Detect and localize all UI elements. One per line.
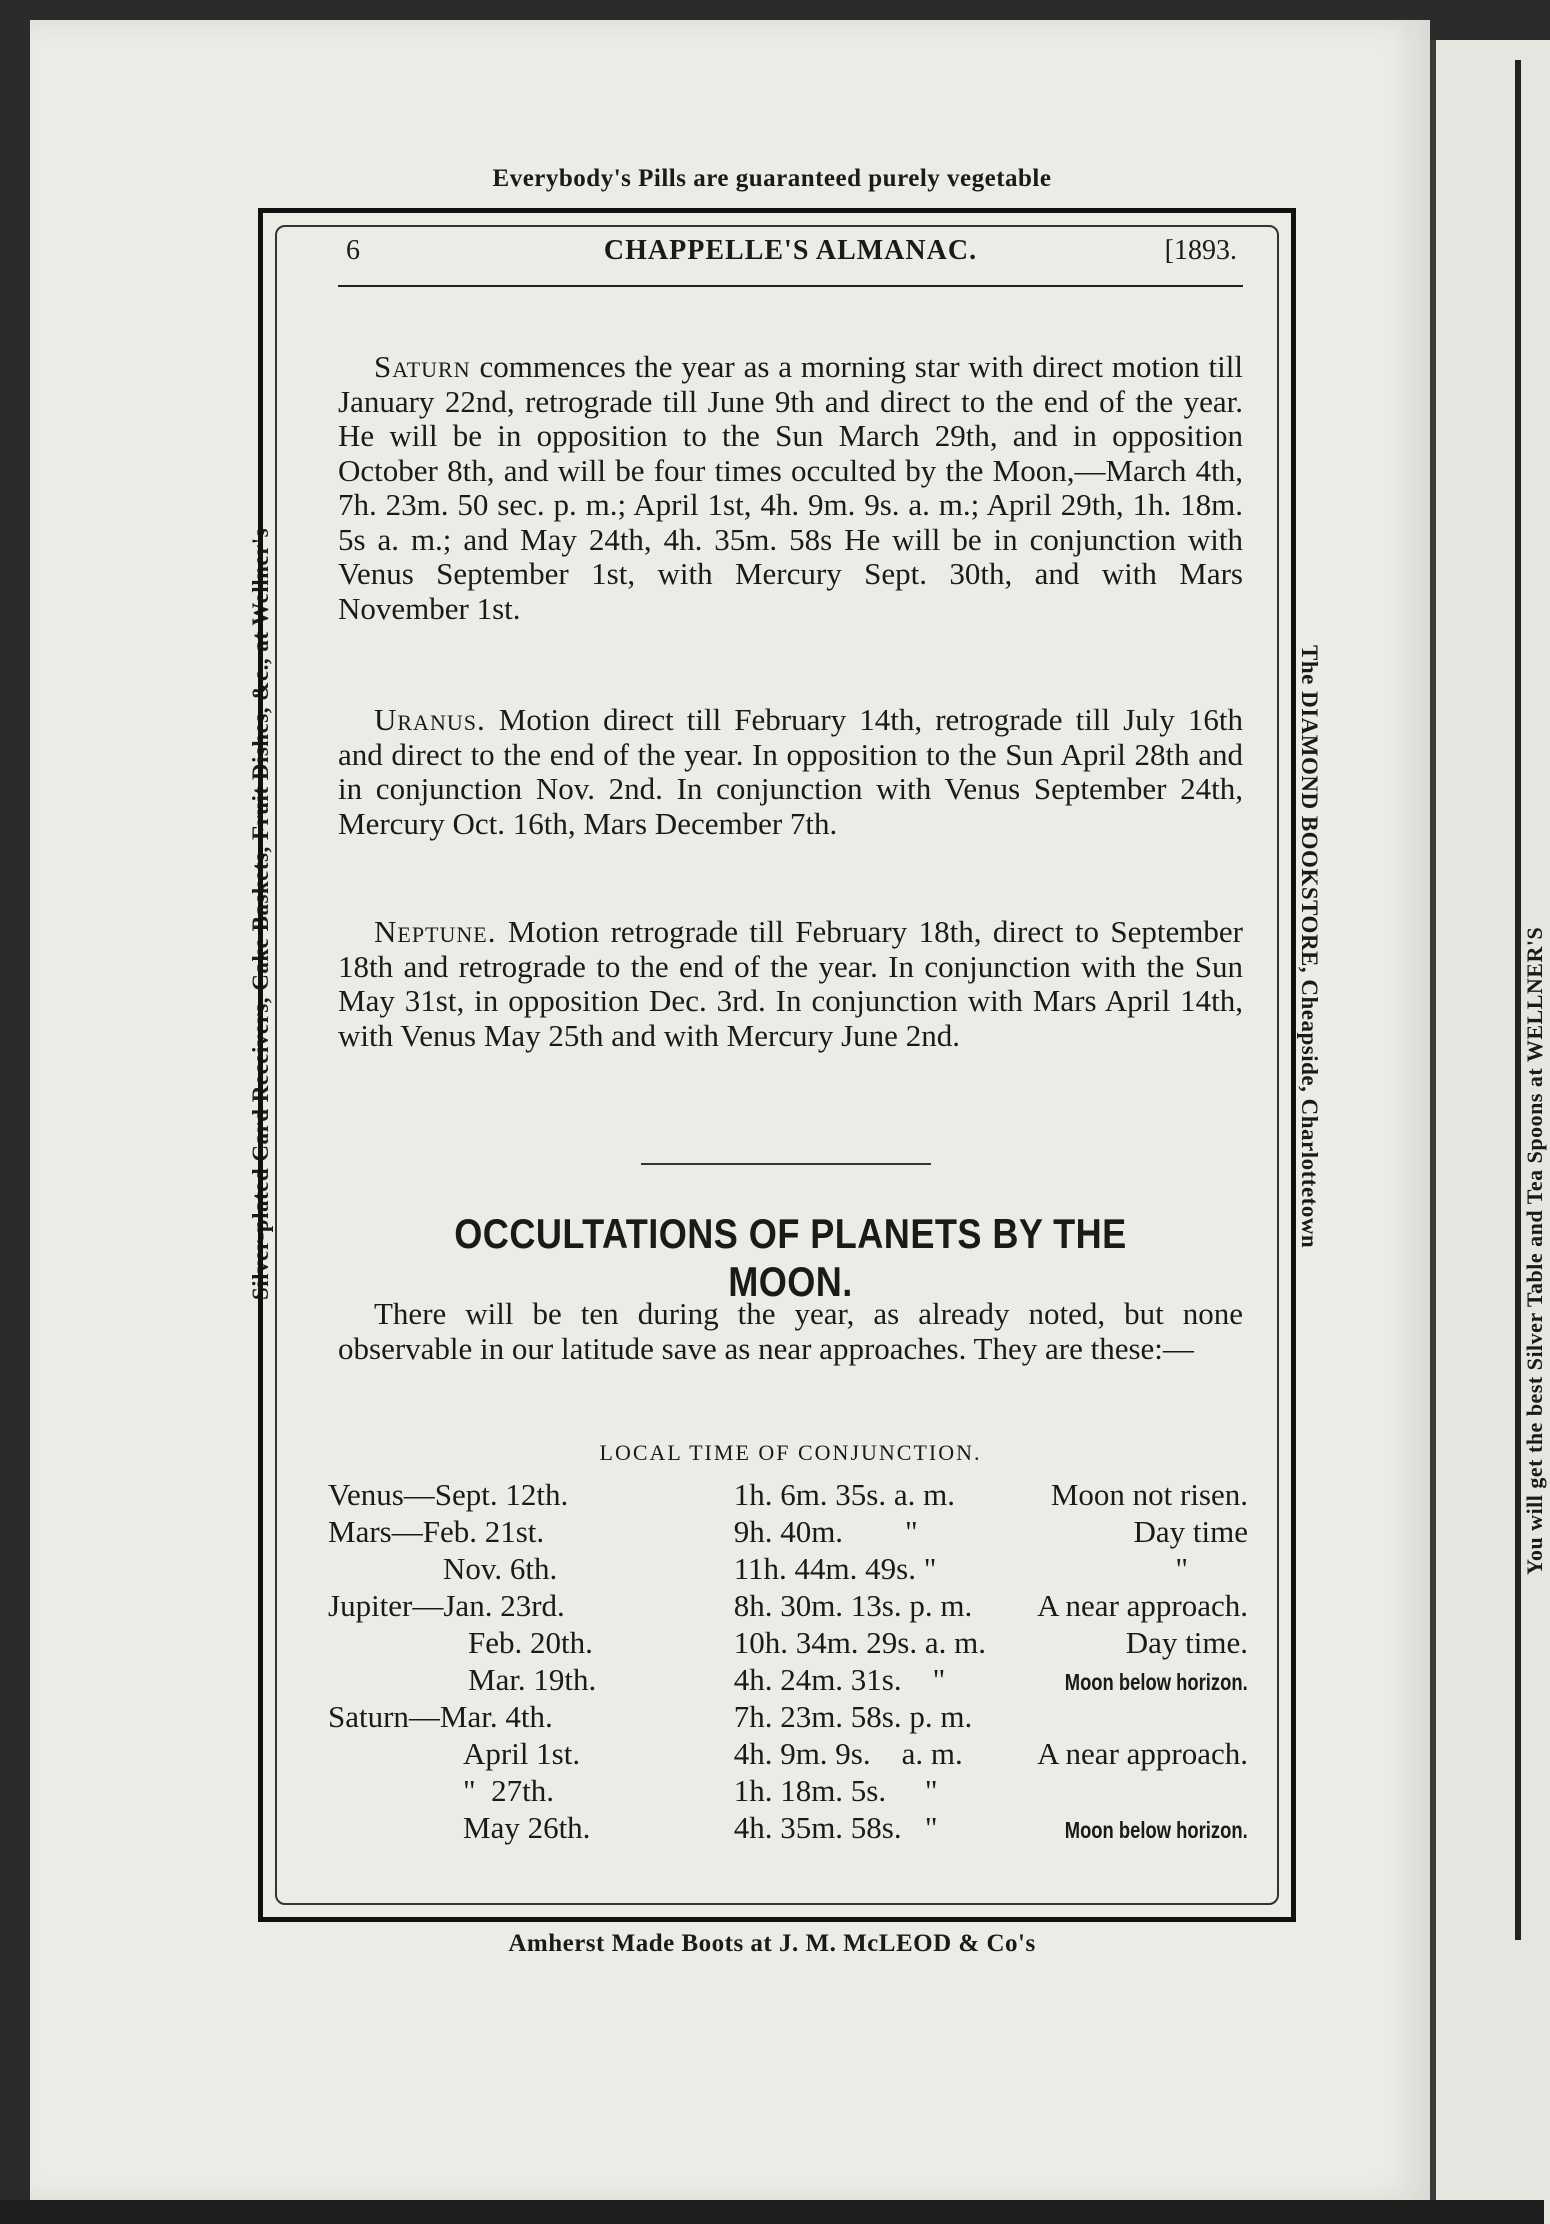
conjunction-time: 8h. 30m. 13s. p. m.	[733, 1588, 973, 1623]
conjunction-time: 9h. 40m. "	[733, 1514, 918, 1549]
planet-date: Jupiter—Jan. 23rd.	[328, 1588, 565, 1623]
planet-date: Mar. 19th.	[468, 1662, 597, 1697]
occultations-table	[328, 1477, 1248, 1847]
neptune-text: Motion retrograde till February 18th, direct to September 18th and retrograde to the end of the year. In conjunction with the Sun May 31st, in opposition Dec. 3rd. In conjunction with Mars April 14th, with Venus May 25th and with Mercury June 2nd.	[338, 914, 1243, 1053]
remark: A near approach.	[1037, 1588, 1248, 1623]
bottom-advertisement: Amherst Made Boots at J. M. McLEOD & Co's	[508, 1930, 1036, 1957]
remark: Moon below horizon.	[1065, 1669, 1248, 1695]
remark-cell	[1019, 1810, 1248, 1847]
planet-date: Feb. 20th.	[468, 1625, 593, 1660]
remark: A near approach.	[1037, 1736, 1248, 1771]
table-heading: LOCAL TIME OF CONJUNCTION.	[599, 1440, 982, 1465]
table-row	[328, 1588, 1248, 1625]
conjunction-time: 1h. 6m. 35s. a. m.	[733, 1477, 955, 1512]
conjunction-time: 4h. 24m. 31s. "	[733, 1662, 946, 1697]
table-row	[328, 1625, 1248, 1662]
conjunction-time: 4h. 35m. 58s. "	[733, 1810, 938, 1845]
page-content	[328, 225, 1248, 1845]
uranus-text: Motion direct till February 14th, retrograde till July 16th and direct to the end of the year. In opposition to the Sun April 28th and in conjunction Nov. 2nd. In conjunction with Venus September 24th, Mercury Oct. 16th, Mars December 7th.	[338, 702, 1243, 841]
saturn-text: commences the year as a morning star with direct motion till January 22nd, retrograde till June 9th and direct to the end of the year. He will be in opposition to the Sun March 29th, and in opposition October 8th, and will be four times occulted by the Moon,—March 4th, 7h. 23m. 50 sec. p. m.; April 1st, 4h. 9m. 9s. a. m.; April 29th, 1h. 18m. 5s a. m.; and May 24th, 4h. 35m. 58s He will be in conjunction with Venus September 1st, with Mercury Sept. 30th, and with Mars November 1st.	[338, 349, 1243, 626]
page-edge	[1515, 60, 1521, 1940]
neptune-paragraph	[338, 915, 1243, 1053]
remark: Moon not risen.	[1050, 1477, 1248, 1512]
saturn-lead: Saturn	[374, 349, 471, 384]
remark-cell	[1019, 1662, 1248, 1699]
intro-paragraph: There will be ten during the year, as already noted, but none observable in our latitude save as near approaches. They are these:—	[338, 1296, 1243, 1366]
remark: Day time	[1133, 1514, 1248, 1549]
table-row	[328, 1662, 1248, 1699]
table-row	[328, 1699, 1248, 1736]
planet-date: Saturn—Mar. 4th.	[328, 1699, 553, 1734]
running-header	[338, 225, 1243, 287]
section-heading: OCCULTATIONS OF PLANETS BY THE MOON.	[454, 1210, 1127, 1305]
table-row	[328, 1773, 1248, 1810]
table-row	[328, 1514, 1248, 1551]
right-side-advertisement: The DIAMOND BOOKSTORE, Cheapside, Charlottetown	[1297, 645, 1322, 1249]
page-number: 6	[346, 235, 360, 266]
almanac-title: CHAPPELLE'S ALMANAC.	[603, 235, 978, 266]
conjunction-time: 7h. 23m. 58s. p. m.	[733, 1699, 973, 1734]
neptune-lead: Neptune.	[374, 914, 497, 949]
planet-date: Venus—Sept. 12th.	[328, 1477, 569, 1512]
remark: "	[1175, 1551, 1188, 1586]
conjunction-time: 4h. 9m. 9s. a. m.	[733, 1736, 963, 1771]
saturn-paragraph	[338, 350, 1243, 626]
table-row	[328, 1810, 1248, 1847]
remark	[1019, 1773, 1248, 1810]
table-row	[328, 1551, 1248, 1588]
year-label: [1893.	[1164, 235, 1237, 266]
table-row	[328, 1477, 1248, 1514]
uranus-lead: Uranus.	[374, 702, 486, 737]
left-side-advertisement: Silver-plated Card Receivers, Cake Baskets, Fruit Dishes, &c., at Wellner's	[248, 527, 273, 1300]
top-advertisement: Everybody's Pills are guaranteed purely vegetable	[492, 165, 1052, 192]
far-right-advertisement: You will get the best Silver Table and Tea Spoons at WELLNER'S	[1522, 926, 1547, 1575]
remark	[1019, 1699, 1248, 1736]
uranus-paragraph	[338, 703, 1243, 841]
planet-date: Mars—Feb. 21st.	[328, 1514, 545, 1549]
conjunction-time: 10h. 34m. 29s. a. m.	[733, 1625, 986, 1660]
planet-date: May 26th.	[463, 1810, 591, 1845]
planet-date: Nov. 6th.	[443, 1551, 558, 1586]
planet-date: April 1st.	[463, 1736, 581, 1771]
planet-date: " 27th.	[463, 1773, 555, 1808]
remark: Moon below horizon.	[1065, 1817, 1248, 1843]
table-row	[328, 1736, 1248, 1773]
conjunction-time: 1h. 18m. 5s. "	[733, 1773, 938, 1808]
section-divider	[641, 1163, 931, 1165]
scan-border	[0, 2200, 1544, 2224]
remark: Day time.	[1125, 1625, 1248, 1660]
conjunction-time: 11h. 44m. 49s. "	[733, 1551, 937, 1586]
